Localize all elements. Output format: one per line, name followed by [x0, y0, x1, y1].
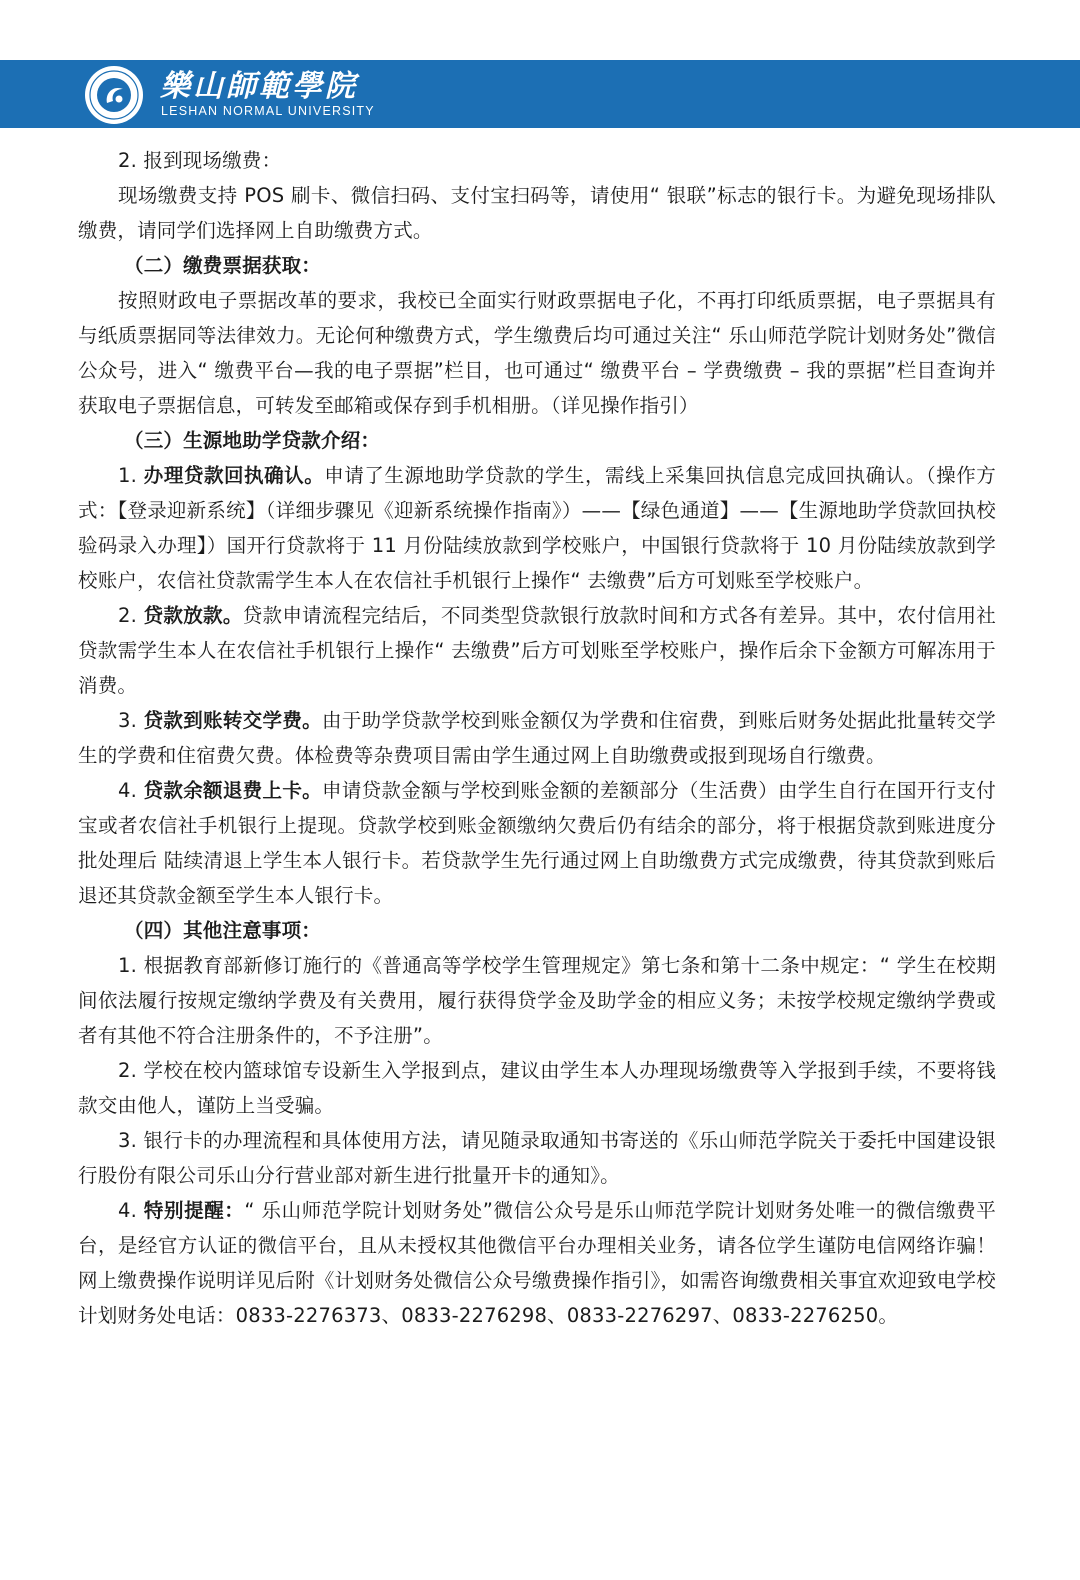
onsite-payment-body: 现场缴费支持 POS 刷卡、微信扫码、支付宝扫码等，请使用“ 银联”标志的银行卡。为避免现场排队缴费，请同学们选择网上自助缴费方式。 [78, 184, 996, 242]
loan-item-lead: 贷款余额退费上卡。 [143, 779, 322, 802]
loan-heading: （三）生源地助学贷款介绍： [124, 429, 381, 452]
loan-item-number: 4. [118, 779, 138, 802]
special-reminder-label: 特别提醒： [143, 1199, 245, 1222]
loan-item-text: 申请了生源地助学贷款的学生，需线上采集回执信息完成回执确认。（操作方式：【登录迎新系统】（详细步骤见《迎新系统操作指南》）——【绿色通道】——【生源地助学贷款回执校验码录入办理】）国开行贷款将于 11 月份陆续放款到学校账户，中国银行贷款将于 10 月份陆续放款到学校账户，农信社贷款需学生本人在农信社手机银行上操作“ 去缴费”后方可划账至学校账户。 [78, 464, 996, 592]
loan-item-lead: 贷款放款。 [143, 604, 243, 627]
loan-item [78, 703, 996, 773]
loan-item-lead: 办理贷款回执确认。 [143, 464, 325, 487]
school-name-cn: 樂山師範學院 [160, 69, 358, 104]
loan-item-text: 由于助学贷款学校到账金额仅为学费和住宿费，到账后财务处据此批量转交学生的学费和住宿费欠费。体检费等杂费项目需由学生通过网上自助缴费或报到现场自行缴费。 [78, 709, 996, 767]
onsite-payment-title: 2. 报到现场缴费： [118, 149, 282, 172]
loan-item-text: 申请贷款金额与学校到账金额的差额部分（生活费）由学生自行在国开行支付宝或者农信社手机银行上提现。贷款学校到账金额缴纳欠费后仍有结余的部分，将于根据贷款到账进度分批处理后 陆续清退上学生本人银行卡。若贷款学生先行通过网上自助缴费方式完成缴费，待其贷款到账后退还其贷款金额至学生本人银行卡。 [78, 779, 996, 907]
document-body [78, 143, 996, 1333]
loan-item-number: 2. [118, 604, 138, 627]
school-logo-icon [77, 65, 151, 125]
notes-item-4-number: 4. [118, 1199, 138, 1222]
loan-item-text: 贷款申请流程完结后，不同类型贷款银行放款时间和方式各有差异。其中，农付信用社贷款需学生本人在农信社手机银行上操作“ 去缴费”后方可划账至学校账户，操作后余下金额方可解冻用于消费。 [78, 604, 996, 697]
loan-item [78, 598, 996, 703]
notes-item-4 [78, 1193, 996, 1333]
receipt-body: 按照财政电子票据改革的要求，我校已全面实行财政票据电子化，不再打印纸质票据，电子票据具有与纸质票据同等法律效力。无论何种缴费方式，学生缴费后均可通过关注“ 乐山师范学院计划财务处”微信公众号，进入“ 缴费平台—我的电子票据”栏目，也可通过“ 缴费平台 – 学费缴费 – 我的票据”栏目查询并获取电子票据信息，可转发至邮箱或保存到手机相册。（详见操作指引） [78, 289, 996, 417]
notes-item-3: 3. 银行卡的办理流程和具体使用方法，请见随录取通知书寄送的《乐山师范学院关于委托中国建设银行股份有限公司乐山分行营业部对新生进行批量开卡的通知》。 [78, 1129, 996, 1187]
loan-item [78, 773, 996, 913]
loan-item-number: 3. [118, 709, 138, 732]
notes-item-4-text: “ 乐山师范学院计划财务处”微信公众号是乐山师范学院计划财务处唯一的微信缴费平台，是经官方认证的微信平台，且从未授权其他微信平台办理相关业务，请各位学生谨防电信网络诈骗！网上缴费操作说明详见后附《计划财务处微信公众号缴费操作指引》，如需咨询缴费相关事宜欢迎致电学校计划财务处电话：0833-2276373、0833-2276298、0833-2276297、0833-2276250。 [78, 1199, 996, 1327]
loan-item [78, 458, 996, 598]
loan-item-lead: 贷款到账转交学费。 [143, 709, 322, 732]
school-name-en: LESHAN NORMAL UNIVERSITY [161, 104, 375, 118]
loan-item-number: 1. [118, 464, 138, 487]
notes-item-2: 2. 学校在校内篮球馆专设新生入学报到点，建议由学生本人办理现场缴费等入学报到手续，不要将钱款交由他人，谨防上当受骗。 [78, 1059, 996, 1117]
notes-item-1: 1. 根据教育部新修订施行的《普通高等学校学生管理规定》第七条和第十二条中规定：“ 学生在校期间依法履行按规定缴纳学费及有关费用，履行获得贷学金及助学金的相应义务；未按学校规定缴纳学费或者有其他不符合注册条件的，不予注册”。 [78, 954, 996, 1047]
receipt-heading: （二）缴费票据获取： [124, 254, 322, 277]
notes-heading: （四）其他注意事项： [124, 919, 322, 942]
